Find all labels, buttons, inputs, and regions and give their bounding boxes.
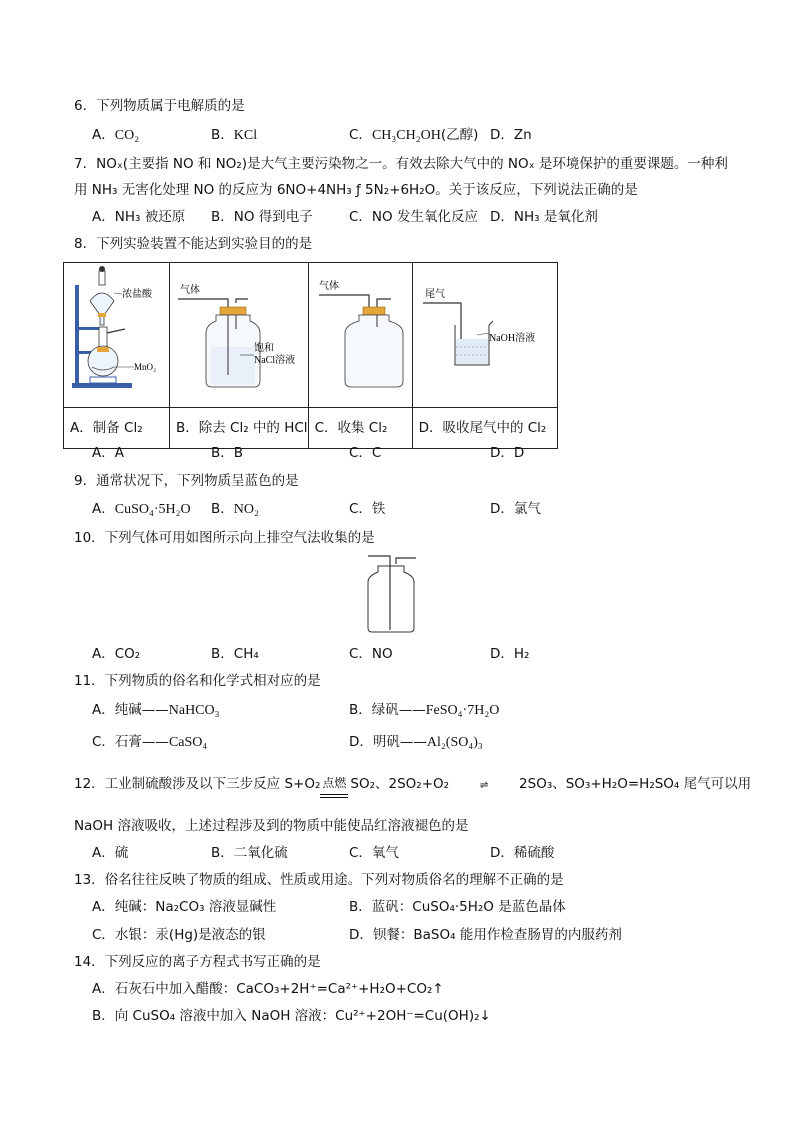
q6-c-note: (乙醇): [440, 127, 479, 143]
chlorine-generator-diagram: [64, 263, 169, 403]
q9-option-a: [92, 500, 191, 519]
q6-option-c: [349, 126, 478, 145]
question-10-stem: 10．下列气体可用如图所示向上排空气法收集的是: [74, 530, 375, 546]
question-12-line2: NaOH 溶液吸收，上述过程涉及到的物质中能使品红溶液褪色的是: [74, 818, 469, 834]
q9-option-c: C．铁: [349, 501, 386, 517]
naoh-solution-label: NaOH溶液: [488, 333, 535, 344]
q7-option-d: D．NH₃ 是氧化剂: [490, 209, 598, 225]
q6-option-a: [92, 126, 139, 145]
question-11-stem: 11．下列物质的俗名和化学式相对应的是: [74, 673, 321, 689]
nacl-solution-label: NaCl溶液: [254, 355, 296, 366]
question-13-stem: 13．俗名往往反映了物质的组成、性质或用途。下列对物质俗名的理解不正确的是: [74, 872, 564, 888]
gas-label-c: 气体: [318, 281, 339, 292]
question-12-line1: [74, 775, 751, 795]
q9-a-label: A．: [92, 501, 115, 517]
q14-option-b: B．向 CuSO₄ 溶液中加入 NaOH 溶液：Cu²⁺+2OH⁻=Cu(OH)₂↓: [92, 1008, 491, 1024]
question-14-stem: 14．下列反应的离子方程式书写正确的是: [74, 954, 321, 970]
q10-option-b: B．CH₄: [211, 646, 259, 662]
q7-option-b: B．NO 得到电子: [211, 209, 313, 225]
q12-option-a: A．硫: [92, 845, 129, 861]
q11-b-value: FeSO₄·7H₂O: [425, 703, 500, 718]
question-7-line1: 7．NOₓ(主要指 NO 和 NO₂)是大气主要污染物之一。有效去除大气中的 NOₓ 是环境保护的重要课题。一种利: [74, 156, 728, 172]
q13-option-c: C．水银：汞(Hg)是液态的银: [92, 927, 266, 943]
q6-c-label: C．: [349, 127, 372, 143]
ignite-label: 点燃: [322, 776, 347, 790]
q8-option-b: B．B: [211, 445, 244, 461]
upward-air-collection-bottle: [350, 552, 420, 636]
q7-option-c: C．NO 发生氧化反应: [349, 209, 478, 225]
question-7-line2: 用 NH₃ 无害化处理 NO 的反应为 6NO+4NH₃ ƒ 5N₂+6H₂O。关于该反应，下列说法正确的是: [74, 182, 638, 198]
q11-b-label: B．绿矾——: [349, 702, 426, 718]
q9-option-d: D．氯气: [490, 501, 541, 517]
q11-c-value: CaSO₄: [168, 735, 208, 750]
q11-option-d: [349, 733, 483, 752]
q9-a-value: CuSO₄·5H₂O: [114, 502, 191, 517]
apparatus-d-cell: [412, 263, 557, 408]
mno2-label: MnO₂: [134, 362, 157, 372]
q8-option-a: A．A: [92, 445, 124, 461]
q12-part3: 2SO₃、SO₃+H₂O=H₂SO₄ 尾气可以用: [519, 776, 752, 792]
q6-b-label: B．: [211, 127, 234, 143]
q11-a-label: A．纯碱——: [92, 702, 169, 718]
apparatus-b-cell: [170, 263, 309, 408]
gas-label-b: 气体: [180, 285, 200, 296]
q13-option-a: A．纯碱：Na₂CO₃ 溶液显碱性: [92, 899, 277, 915]
collection-bottle-diagram: [309, 263, 412, 403]
q9-b-value: NO₂: [233, 502, 259, 517]
q7-option-a: A．NH₃ 被还原: [92, 209, 186, 225]
saturated-label: 饱和: [254, 343, 274, 354]
wash-bottle-diagram: [170, 263, 307, 403]
tail-gas-label: 尾气: [424, 289, 445, 300]
q10-option-d: D．H₂: [490, 646, 530, 662]
conc-hcl-label: 浓盐酸: [122, 289, 152, 300]
q6-a-label: A．: [92, 127, 115, 143]
caption-b: B．除去 Cl₂ 中的 HCl: [170, 408, 309, 449]
q12-part2: SO₂、2SO₂+O₂: [350, 776, 450, 792]
q8-option-d: D．D: [490, 445, 525, 461]
q8-option-c: C．C: [349, 445, 382, 461]
q6-a-value: CO₂: [114, 128, 140, 143]
reversible-arrow-icon: ⇌: [479, 780, 489, 791]
q6-b-value: KCl: [233, 128, 258, 143]
q13-option-b: B．蓝矾：CuSO₄·5H₂O 是蓝色晶体: [349, 899, 566, 915]
q12-part1: 12．工业制硫酸涉及以下三步反应 S+O₂: [74, 776, 321, 792]
q9-b-label: B．: [211, 501, 234, 517]
q11-option-a: [92, 701, 220, 720]
caption-a: A．制备 Cl₂: [64, 408, 170, 449]
q13-option-d: D．钡餐：BaSO₄ 能用作检查肠胃的内服药剂: [349, 927, 622, 943]
apparatus-c-cell: [308, 263, 412, 408]
q12-option-b: B．二氧化硫: [211, 845, 288, 861]
q10-option-c: C．NO: [349, 646, 393, 662]
q11-d-value: Al₂(SO₄)₃: [426, 735, 483, 750]
q11-option-c: [92, 733, 207, 752]
q11-d-label: D．明矾——: [349, 734, 427, 750]
question-6-stem: 6．下列物质属于电解质的是: [74, 98, 245, 114]
q11-option-b: [349, 701, 499, 720]
q11-c-label: C．石膏——: [92, 734, 169, 750]
q6-c-value: CH₃CH₂OH: [371, 128, 441, 143]
question-8-stem: 8．下列实验装置不能达到实验目的的是: [74, 236, 313, 252]
q11-a-value: NaHCO₃: [168, 703, 220, 718]
apparatus-table: [63, 262, 558, 449]
tail-gas-absorber-diagram: [413, 263, 557, 403]
apparatus-a-cell: [64, 263, 170, 408]
caption-d: D．吸收尾气中的 Cl₂: [412, 408, 557, 449]
caption-c: C．收集 Cl₂: [308, 408, 412, 449]
equals-arrow: [320, 794, 348, 798]
question-9-stem: 9．通常状况下，下列物质呈蓝色的是: [74, 473, 299, 489]
q6-option-d: D．Zn: [490, 127, 532, 143]
q12-option-d: D．稀硫酸: [490, 845, 555, 861]
q12-option-c: C．氧气: [349, 845, 399, 861]
q9-option-b: [211, 500, 259, 519]
q14-option-a: A．石灰石中加入醋酸：CaCO₃+2H⁺=Ca²⁺+H₂O+CO₂↑: [92, 981, 444, 997]
q10-option-a: A．CO₂: [92, 646, 141, 662]
q6-option-b: [211, 126, 257, 145]
